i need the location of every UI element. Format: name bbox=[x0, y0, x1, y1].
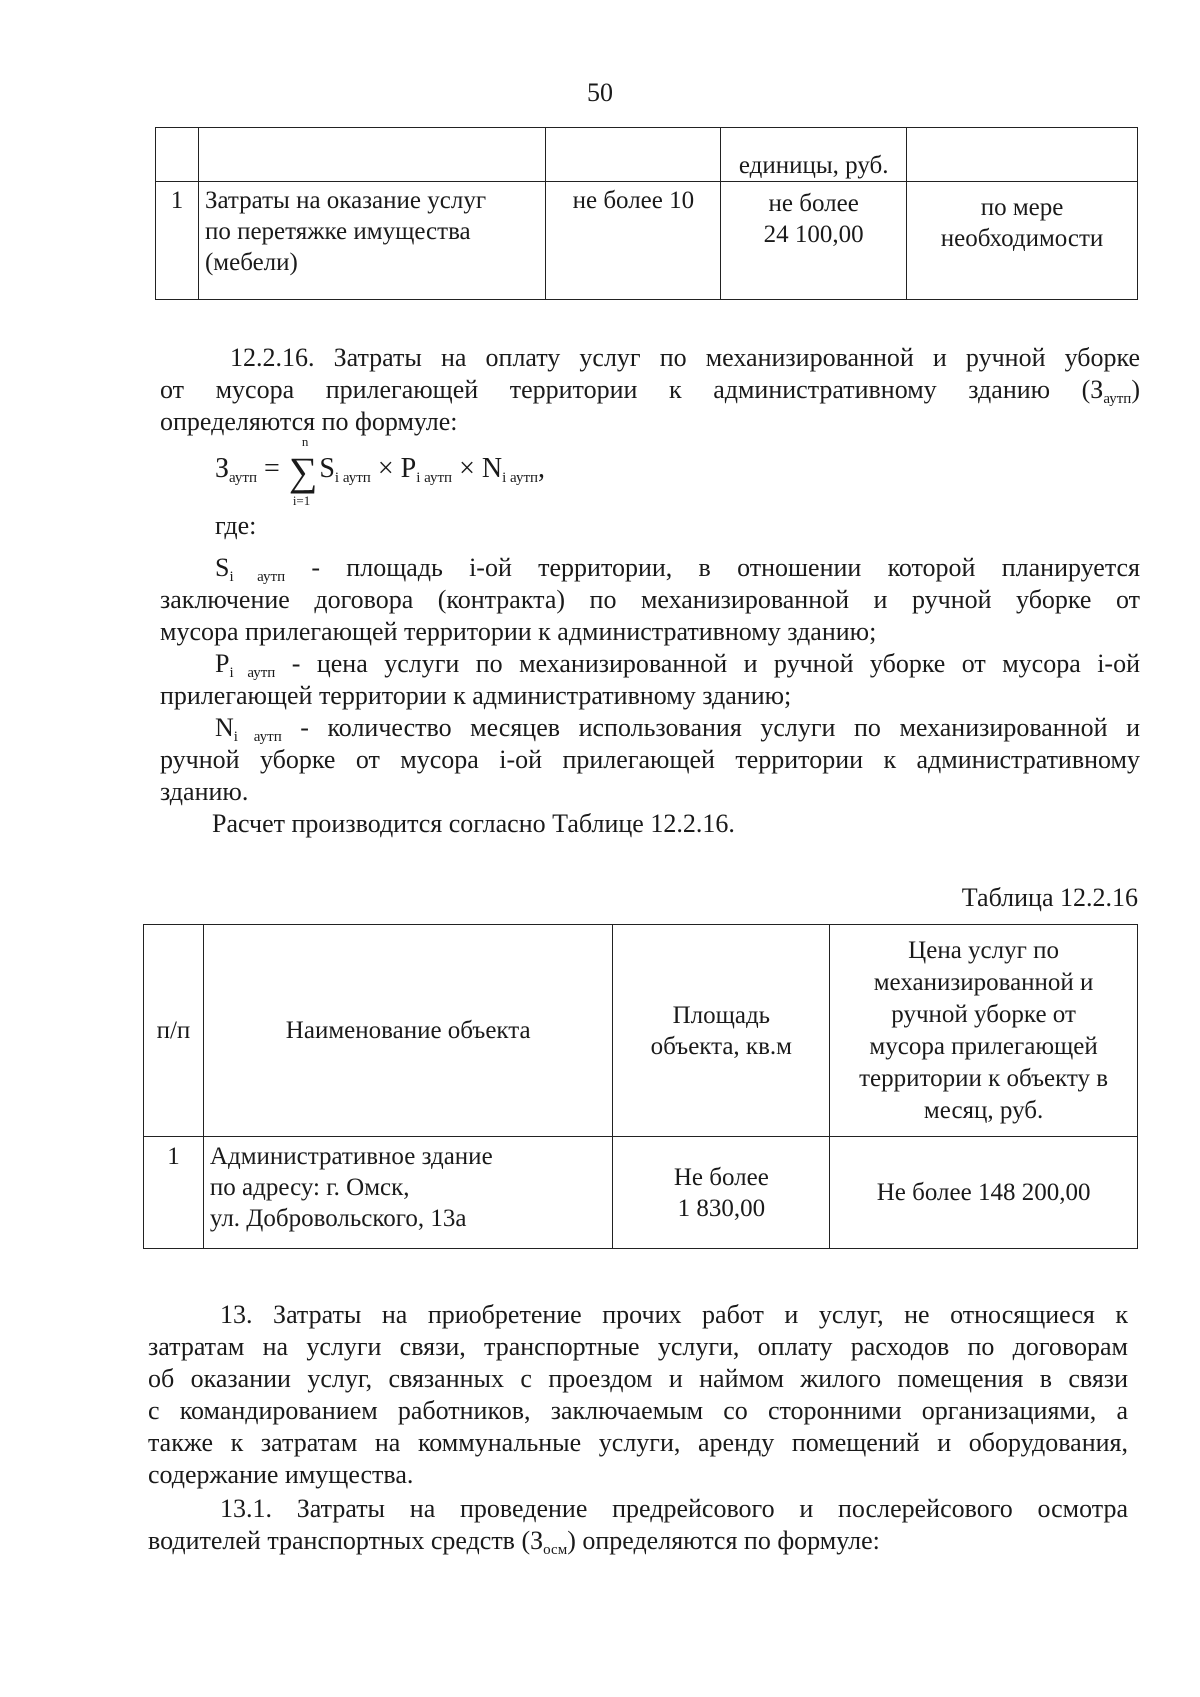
definition-line: зданию. bbox=[160, 777, 249, 806]
services-table-continuation bbox=[155, 127, 1138, 300]
service-name bbox=[198, 182, 546, 300]
quantity: не более 10 bbox=[546, 182, 721, 300]
page-number: 50 bbox=[587, 78, 613, 107]
period-line: по мере bbox=[980, 194, 1064, 221]
table-cell bbox=[546, 128, 721, 182]
unit-price-header: единицы, руб. bbox=[721, 128, 907, 182]
price bbox=[721, 182, 907, 300]
section-13-line: с командированием работников, заключаемым со сторонними организациями, а bbox=[148, 1396, 1128, 1425]
price-line: 24 100,00 bbox=[763, 221, 864, 248]
row-number: 1 bbox=[144, 1137, 204, 1249]
definition-line: $P_{i аутп}$ - цена услуги по механизированной и ручной уборке от мусора i-ой bbox=[215, 649, 1140, 681]
period bbox=[907, 182, 1138, 300]
section-13-line: содержание имущества. bbox=[148, 1460, 414, 1489]
table-cell bbox=[198, 128, 546, 182]
definition-line: заключение договора (контракта) по механизированной и ручной уборке от bbox=[160, 585, 1140, 614]
section-13-1-line: 13.1. Затраты на проведение предрейсового и послерейсового осмотра bbox=[220, 1494, 1128, 1523]
object-name: Административное здание по адресу: г. Омск, ул. Добровольского, 13а bbox=[203, 1137, 613, 1249]
section-13-1-line: водителей транспортных средств $(З_{осм})$ определяются по формуле: bbox=[148, 1526, 880, 1558]
definition-line: $S_{i аутп}$ - площадь i-ой территории, в отношении которой планируется bbox=[215, 553, 1141, 585]
definition-line: $N_{i аутп}$ - количество месяцев использования услуги по механизированной и bbox=[215, 713, 1140, 745]
intro-line: 12.2.16. Затраты на оплату услуг по механизированной и ручной уборке bbox=[230, 343, 1140, 372]
section-13-line: 13. Затраты на приобретение прочих работ и услуг, не относящиеся к bbox=[220, 1300, 1128, 1329]
row-number: 1 bbox=[156, 182, 199, 300]
where-label: где: bbox=[215, 511, 257, 540]
table-cell bbox=[156, 128, 199, 182]
definition-line: мусора прилегающей территории к административному зданию; bbox=[160, 617, 877, 646]
cleaning-cost-table bbox=[143, 924, 1138, 1249]
price-line: не более bbox=[768, 190, 859, 217]
service-name-line: Затраты на оказание услуг bbox=[204, 187, 487, 214]
definition-line: ручной уборке от мусора i-ой прилегающей территории к административному bbox=[160, 745, 1140, 774]
period-line: необходимости bbox=[940, 225, 1104, 252]
formula-autp: $З_{аутп}$ = ∑ n i=1 $S_{i аутп} \times P_{i аутп} \times N_{i аутп}$, bbox=[215, 434, 546, 508]
table-caption: Таблица 12.2.16 bbox=[961, 883, 1138, 912]
header-price: Цена услуг по механизированной и ручной уборке от мусора прилегающей территории к объекту в месяц, руб. bbox=[830, 925, 1138, 1137]
intro-line: определяются по формуле: bbox=[160, 407, 458, 436]
object-price: Не более 148 200,00 bbox=[830, 1137, 1138, 1249]
table-row bbox=[144, 1137, 1138, 1249]
service-name-line: (мебели) bbox=[204, 249, 298, 276]
sum-symbol: ∑ n i=1 bbox=[288, 434, 318, 508]
table-row bbox=[156, 182, 1138, 300]
intro-line: от мусора прилегающей территории к административному зданию $(З_{аутп})$ bbox=[160, 375, 1140, 407]
table-header-row bbox=[156, 128, 1138, 182]
header-num: п/п bbox=[144, 925, 204, 1137]
definition-line: прилегающей территории к административному зданию; bbox=[160, 681, 792, 710]
section-13 bbox=[148, 1299, 1128, 1491]
table-header-row bbox=[144, 925, 1138, 1137]
section-13-line: также к затратам на коммунальные услуги, аренду помещений и оборудования, bbox=[148, 1428, 1128, 1457]
section-13-line: об оказании услуг, связанных с проездом и наймом жилого помещения в связи bbox=[148, 1364, 1128, 1393]
object-area: Не более 1 830,00 bbox=[613, 1137, 830, 1249]
service-name-line: по перетяжке имущества bbox=[204, 218, 471, 245]
definition-n bbox=[160, 712, 1140, 808]
calc-note: Расчет производится согласно Таблице 12.2.16. bbox=[212, 809, 735, 838]
header-name: Наименование объекта bbox=[203, 925, 613, 1137]
definition-s bbox=[160, 552, 1140, 648]
section-12-2-16-intro bbox=[160, 342, 1140, 438]
section-13-1 bbox=[148, 1493, 1128, 1557]
table-cell bbox=[907, 128, 1138, 182]
section-13-line: затратам на услуги связи, транспортные услуги, оплату расходов по договорам bbox=[148, 1332, 1128, 1361]
header-area: Площадь объекта, кв.м bbox=[613, 925, 830, 1137]
definition-p bbox=[160, 648, 1140, 712]
